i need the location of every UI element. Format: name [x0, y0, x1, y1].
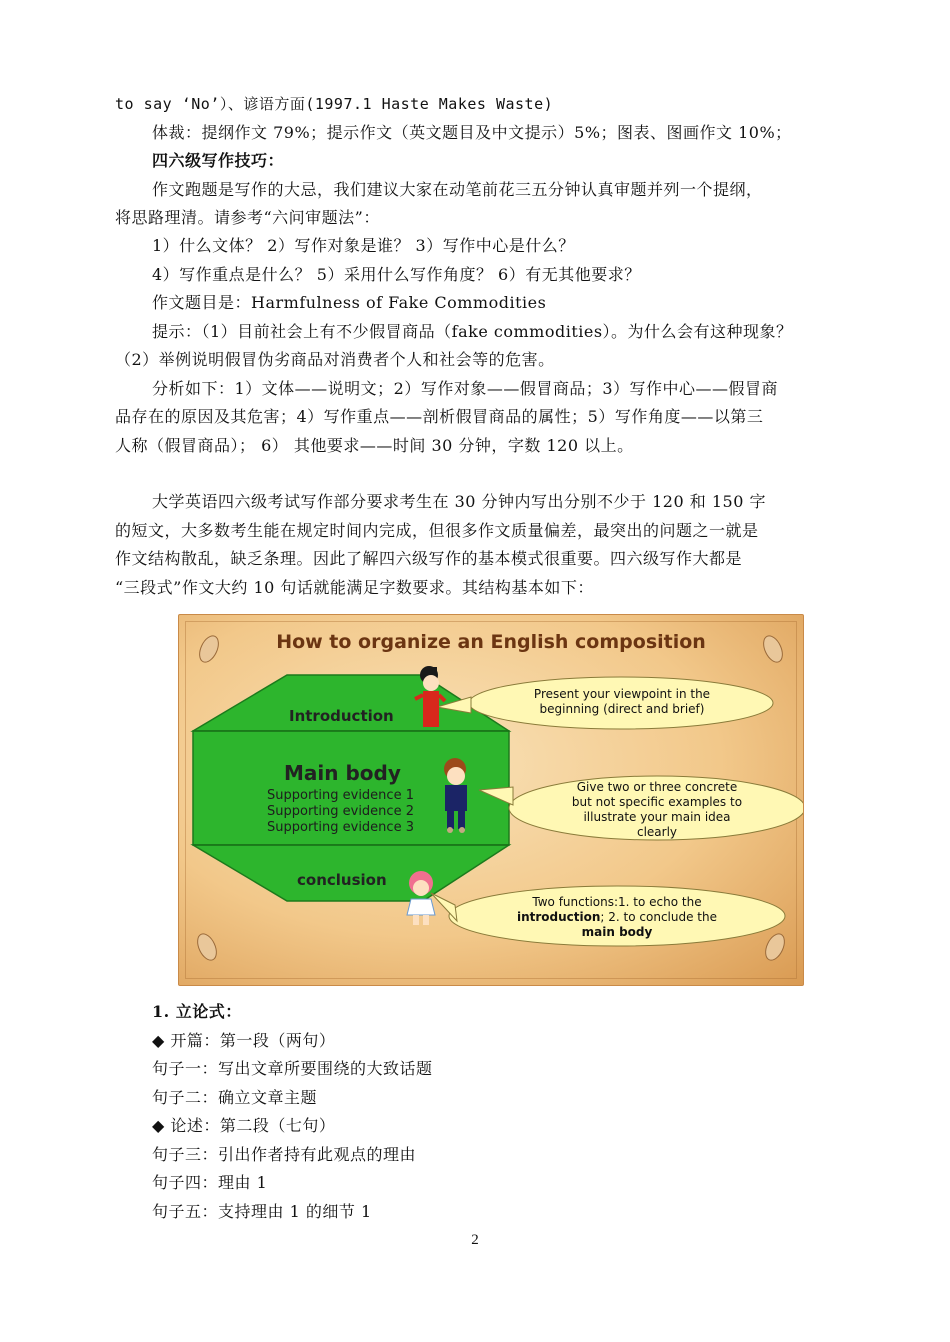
text-line-9: 提示：（1）目前社会上有不少假冒商品（fake commodities）。为什么会有这种现象？ — [152, 322, 793, 341]
outline-sentence-5: 句子五：支持理由 1 的细节 1 — [152, 1202, 372, 1221]
outline-sentence-2: 句子二：确立文章主题 — [152, 1088, 318, 1107]
outline-item-argument: ◆ 论述：第二段（七句） — [152, 1116, 336, 1135]
bubble-introduction-text: Present your viewpoint in the beginning (direct and brief) — [533, 687, 711, 716]
composition-structure-figure — [178, 614, 804, 986]
supporting-evidence-list — [267, 788, 414, 836]
text-line-2: 体裁：提纲作文 79%；提示作文（英文题目及中文提示）5%；图表、图画作文 10%； — [152, 123, 792, 142]
figure-title: How to organize an English composition — [276, 631, 706, 653]
supporting-evidence-3: Supporting evidence 3 — [267, 820, 414, 835]
text-line-11: 分析如下：1）文体——说明文；2）写作对象——假冒商品；3）写作中心——假冒商 — [152, 379, 779, 398]
text-line-12: 品存在的原因及其危害；4）写作重点——剖析假冒商品的属性；5）写作角度——以第三 — [115, 407, 764, 426]
text-line-8: 作文题目是：Harmfulness of Fake Commodities — [152, 293, 547, 312]
outline-item-opening: ◆ 开篇：第一段（两句） — [152, 1031, 336, 1050]
conclusion-label: conclusion — [297, 871, 387, 889]
text-line-15: 的短文，大多数考生能在规定时间内完成，但很多作文质量偏差，最突出的问题之一就是 — [115, 521, 759, 540]
section-heading-argument: 1. 立论式： — [152, 1002, 242, 1021]
text-line-7: 4）写作重点是什么？ 5）采用什么写作角度？ 6）有无其他要求？ — [152, 265, 641, 284]
text-line-10: （2）举例说明假冒伪劣商品对消费者个人和社会等的危害。 — [115, 350, 555, 369]
bubble-conclusion-text: Two functions:1. to echo the introduction; 2. to conclude the main body — [516, 895, 717, 939]
outline-sentence-1: 句子一：写出文章所要围绕的大致话题 — [152, 1059, 433, 1078]
outline-sentence-3: 句子三：引出作者持有此观点的理由 — [152, 1145, 417, 1164]
text-line-14: 大学英语四六级考试写作部分要求考生在 30 分钟内写出分别不少于 120 和 150 字 — [152, 492, 766, 511]
text-line-4: 作文跑题是写作的大忌，我们建议大家在动笔前花三五分钟认真审题并列一个提纲， — [152, 180, 763, 199]
supporting-evidence-1: Supporting evidence 1 — [267, 788, 414, 803]
text-line-6: 1）什么文体？ 2）写作对象是谁？ 3）写作中心是什么？ — [152, 236, 575, 255]
text-line-1: to say ‘No’）、谚语方面(1997.1 Haste Makes Waste) — [115, 95, 554, 113]
text-line-16: 作文结构散乱，缺乏条理。因此了解四六级写作的基本模式很重要。四六级写作大都是 — [115, 549, 743, 568]
page-number: 2 — [471, 1232, 479, 1248]
text-line-13: 人称（假冒商品）； 6） 其他要求——时间 30 分钟，字数 120 以上。 — [115, 436, 634, 455]
section-heading-writing-tips: 四六级写作技巧： — [152, 151, 285, 170]
introduction-label: Introduction — [289, 707, 394, 725]
text-line-5: 将思路理清。请参考“六问审题法”： — [115, 208, 380, 227]
main-body-label: Main body — [284, 761, 401, 785]
text-line-17: “三段式”作文大约 10 句话就能满足字数要求。其结构基本如下： — [115, 578, 594, 597]
outline-sentence-4: 句子四：理由 1 — [152, 1173, 268, 1192]
bubble-main-body-text: Give two or three concrete but not specific examples to illustrate your main idea clearly — [571, 780, 743, 839]
supporting-evidence-2: Supporting evidence 2 — [267, 804, 414, 819]
